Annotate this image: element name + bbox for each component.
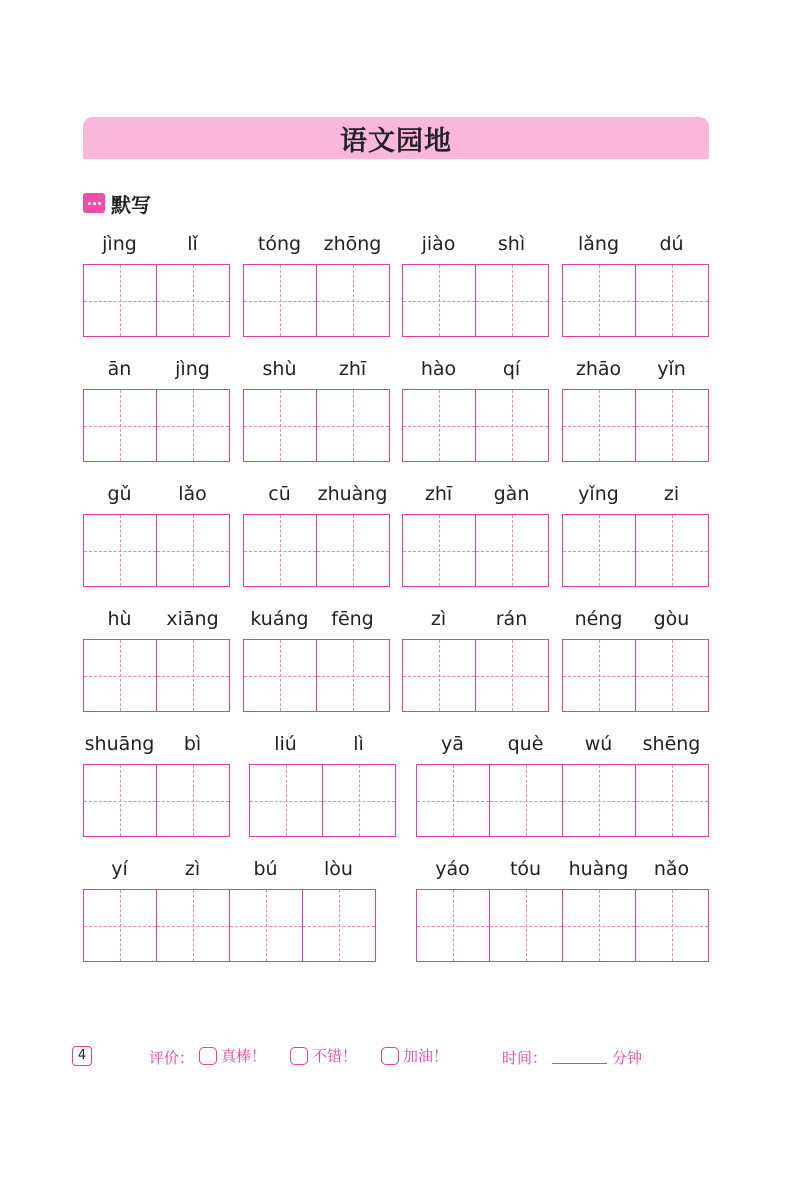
tian-zi-ge-cell[interactable]: [490, 765, 563, 836]
writing-grid: [402, 639, 549, 712]
ellipsis-badge-icon: [83, 193, 105, 213]
pinyin-label: què: [507, 733, 544, 755]
pinyin-label: lǐ: [187, 233, 198, 255]
pinyin-label: lǎng: [577, 233, 620, 255]
pinyin-label: yí: [111, 858, 128, 880]
pinyin-label: ān: [107, 358, 132, 380]
writing-grid: [83, 639, 230, 712]
tian-zi-ge-cell[interactable]: [476, 390, 549, 461]
tian-zi-ge-cell[interactable]: [317, 390, 390, 461]
tian-zi-ge-cell[interactable]: [417, 765, 490, 836]
section-header: [83, 190, 151, 216]
checkbox[interactable]: [199, 1047, 217, 1065]
tian-zi-ge-cell[interactable]: [563, 515, 636, 586]
writing-grid: [243, 639, 390, 712]
pinyin-label: zi: [663, 483, 680, 505]
tian-zi-ge-cell[interactable]: [157, 765, 230, 836]
tian-zi-ge-cell[interactable]: [563, 765, 636, 836]
writing-grid: [83, 389, 230, 462]
tian-zi-ge-cell[interactable]: [476, 640, 549, 711]
pinyin-label: lòu: [324, 858, 353, 880]
pinyin-label: zhāo: [575, 358, 622, 380]
tian-zi-ge-cell[interactable]: [476, 515, 549, 586]
pinyin-label: hào: [420, 358, 457, 380]
writing-grid: [402, 389, 549, 462]
tian-zi-ge-cell[interactable]: [563, 640, 636, 711]
writing-grid: [243, 514, 390, 587]
tian-zi-ge-cell[interactable]: [244, 515, 317, 586]
tian-zi-ge-cell[interactable]: [563, 265, 636, 336]
pinyin-label: qí: [502, 358, 521, 380]
tian-zi-ge-cell[interactable]: [303, 890, 376, 961]
tian-zi-ge-cell[interactable]: [636, 265, 709, 336]
pinyin-label: lǎo: [178, 483, 207, 505]
pinyin-label: yáo: [435, 858, 470, 880]
tian-zi-ge-cell[interactable]: [317, 265, 390, 336]
tian-zi-ge-cell[interactable]: [250, 765, 323, 836]
tian-zi-ge-cell[interactable]: [636, 765, 709, 836]
tian-zi-ge-cell[interactable]: [317, 640, 390, 711]
writing-grid: [243, 389, 390, 462]
tian-zi-ge-cell[interactable]: [84, 765, 157, 836]
rating-option-label: 加油！: [403, 1047, 449, 1065]
pinyin-label: shēng: [642, 733, 701, 755]
tian-zi-ge-cell[interactable]: [636, 515, 709, 586]
tian-zi-ge-cell[interactable]: [157, 265, 230, 336]
tian-zi-ge-cell[interactable]: [403, 640, 476, 711]
pinyin-label: gǔ: [107, 483, 132, 505]
writing-grid: [562, 639, 709, 712]
pinyin-label: fēng: [331, 608, 374, 630]
time-unit: 分钟: [612, 1049, 643, 1067]
pinyin-label: zhuàng: [317, 483, 388, 505]
pinyin-label: jiào: [421, 233, 456, 255]
rating-option-keep-going[interactable]: [381, 1045, 448, 1066]
tian-zi-ge-cell[interactable]: [244, 640, 317, 711]
pinyin-label: kuáng: [250, 608, 309, 630]
checkbox[interactable]: [290, 1047, 308, 1065]
writing-grid: [416, 764, 709, 837]
pinyin-label: jìng: [175, 358, 210, 380]
writing-grid: [243, 264, 390, 337]
tian-zi-ge-cell[interactable]: [403, 390, 476, 461]
pinyin-label: shù: [262, 358, 297, 380]
page-title: 语文园地: [340, 125, 452, 157]
pinyin-label: zhī: [424, 483, 453, 505]
tian-zi-ge-cell[interactable]: [84, 640, 157, 711]
pinyin-label: xiāng: [166, 608, 219, 630]
pinyin-label: nǎo: [653, 858, 690, 880]
pinyin-label: gòu: [653, 608, 690, 630]
pinyin-label: hù: [107, 608, 132, 630]
tian-zi-ge-cell[interactable]: [476, 265, 549, 336]
tian-zi-ge-cell[interactable]: [157, 890, 230, 961]
writing-grid: [249, 764, 396, 837]
pinyin-label: zhī: [338, 358, 367, 380]
tian-zi-ge-cell[interactable]: [84, 515, 157, 586]
pinyin-label: bì: [183, 733, 202, 755]
pinyin-label: huàng: [568, 858, 629, 880]
pinyin-label: cū: [268, 483, 291, 505]
pinyin-label: tóng: [257, 233, 302, 255]
tian-zi-ge-cell[interactable]: [563, 390, 636, 461]
section-label: 默写: [111, 192, 151, 217]
pinyin-label: liú: [274, 733, 297, 755]
tian-zi-ge-cell[interactable]: [317, 515, 390, 586]
rating-option-label: 不错！: [312, 1047, 358, 1065]
tian-zi-ge-cell[interactable]: [403, 515, 476, 586]
pinyin-label: wú: [584, 733, 613, 755]
page-number: 4: [72, 1046, 92, 1066]
tian-zi-ge-cell[interactable]: [244, 390, 317, 461]
rating-option-label: 真棒！: [221, 1047, 267, 1065]
tian-zi-ge-cell[interactable]: [84, 265, 157, 336]
tian-zi-ge-cell[interactable]: [636, 640, 709, 711]
writing-grid: [416, 889, 709, 962]
pinyin-label: rán: [495, 608, 528, 630]
time-label: 时间：: [502, 1049, 548, 1067]
pinyin-label: tóu: [509, 858, 542, 880]
pinyin-label: shuāng: [84, 733, 155, 755]
rating-option-good[interactable]: [290, 1045, 357, 1066]
tian-zi-ge-cell[interactable]: [244, 265, 317, 336]
tian-zi-ge-cell[interactable]: [636, 390, 709, 461]
pinyin-label: néng: [574, 608, 623, 630]
pinyin-label: zhōng: [323, 233, 382, 255]
pinyin-label: shì: [497, 233, 526, 255]
title-banner: [83, 117, 709, 159]
tian-zi-ge-cell[interactable]: [230, 890, 303, 961]
writing-grid: [562, 514, 709, 587]
pinyin-label: gàn: [493, 483, 530, 505]
tian-zi-ge-cell[interactable]: [84, 390, 157, 461]
pinyin-label: yǐn: [657, 358, 686, 380]
pinyin-label: lì: [353, 733, 364, 755]
tian-zi-ge-cell[interactable]: [490, 890, 563, 961]
pinyin-label: yā: [441, 733, 464, 755]
writing-grid: [402, 514, 549, 587]
tian-zi-ge-cell[interactable]: [417, 890, 490, 961]
tian-zi-ge-cell[interactable]: [563, 890, 636, 961]
pinyin-label: jìng: [102, 233, 137, 255]
writing-grid: [562, 389, 709, 462]
evaluation-label: 评价：: [149, 1049, 195, 1067]
tian-zi-ge-cell[interactable]: [157, 390, 230, 461]
pinyin-label: zì: [430, 608, 447, 630]
pinyin-label: yǐng: [578, 483, 619, 505]
tian-zi-ge-cell[interactable]: [84, 890, 157, 961]
writing-grid: [83, 764, 230, 837]
checkbox[interactable]: [381, 1047, 399, 1065]
writing-grid: [83, 514, 230, 587]
tian-zi-ge-cell[interactable]: [323, 765, 396, 836]
writing-grid: [402, 264, 549, 337]
writing-grid: [562, 264, 709, 337]
pinyin-label: bú: [253, 858, 278, 880]
writing-grid: [83, 264, 230, 337]
pinyin-label: zì: [184, 858, 201, 880]
pinyin-label: dú: [659, 233, 684, 255]
tian-zi-ge-cell[interactable]: [403, 265, 476, 336]
time-blank-line[interactable]: [552, 1063, 607, 1064]
rating-option-great[interactable]: [199, 1045, 266, 1066]
tian-zi-ge-cell[interactable]: [636, 890, 709, 961]
tian-zi-ge-cell[interactable]: [157, 640, 230, 711]
writing-grid: [83, 889, 376, 962]
tian-zi-ge-cell[interactable]: [157, 515, 230, 586]
